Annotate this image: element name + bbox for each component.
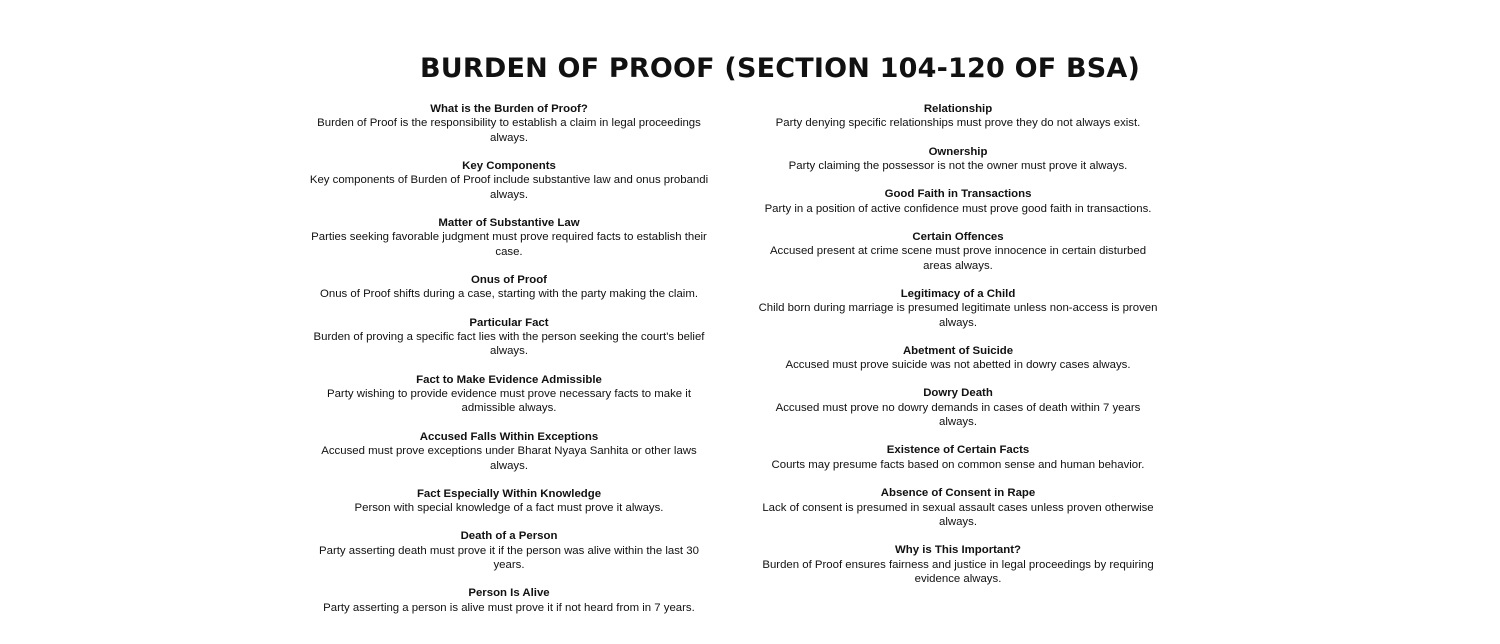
item-heading: Death of a Person — [460, 530, 558, 543]
item-heading: Why is This Important? — [895, 544, 1021, 557]
list-item — [758, 145, 1158, 174]
list-item — [758, 486, 1158, 529]
list-item — [758, 344, 1158, 373]
item-heading: Legitimacy of a Child — [900, 287, 1016, 300]
item-text: Party claiming the possessor is not the owner must prove it always. — [788, 160, 1128, 173]
item-text: Burden of proving a specific fact lies with the person seeking the court's belief always. — [313, 331, 705, 358]
right-column — [758, 102, 1158, 600]
list-item — [303, 216, 715, 259]
list-item — [758, 543, 1158, 586]
list-item — [303, 159, 715, 202]
item-text: Burden of Proof is the responsibility to establish a claim in legal proceedings always. — [317, 117, 701, 144]
list-item — [758, 386, 1158, 429]
list-item — [303, 102, 715, 145]
list-item — [303, 316, 715, 359]
item-heading: Key Components — [462, 160, 556, 173]
item-heading: Relationship — [923, 103, 993, 115]
item-heading: Certain Offences — [912, 230, 1004, 243]
list-item — [303, 373, 715, 416]
item-text: Party in a position of active confidence must prove good faith in transactions. — [764, 202, 1152, 215]
left-column — [303, 102, 715, 629]
page-title: BURDEN OF PROOF (SECTION 104-120 OF BSA) — [419, 53, 1141, 84]
item-text: Lack of consent is presumed in sexual assault cases unless proven otherwise always. — [762, 501, 1154, 528]
list-item — [758, 187, 1158, 216]
item-text: Accused must prove exceptions under Bharat Nyaya Sanhita or other laws always. — [321, 445, 697, 472]
item-heading: Dowry Death — [923, 387, 993, 400]
item-heading: Good Faith in Transactions — [884, 188, 1032, 201]
item-heading: Accused Falls Within Exceptions — [419, 430, 599, 443]
item-heading: Person Is Alive — [468, 587, 550, 600]
item-heading: Matter of Substantive Law — [438, 217, 580, 230]
list-item — [303, 430, 715, 473]
item-heading: Onus of Proof — [471, 274, 547, 287]
list-item — [758, 230, 1158, 273]
list-item — [303, 529, 715, 572]
item-text: Burden of Proof ensures fairness and justice in legal proceedings by requiring evidence always. — [762, 558, 1154, 585]
list-item — [758, 443, 1158, 472]
item-text: Party asserting a person is alive must prove it if not heard from in 7 years. — [323, 601, 695, 614]
item-text: Party wishing to provide evidence must prove necessary facts to make it admissible always. — [326, 388, 692, 415]
list-item — [758, 287, 1158, 330]
item-text: Party denying specific relationships must prove they do not always exist. — [775, 117, 1141, 130]
item-heading: Ownership — [928, 145, 988, 158]
item-heading: Particular Fact — [469, 316, 549, 329]
item-text: Accused must prove no dowry demands in cases of death within 7 years always. — [775, 401, 1141, 429]
item-heading: Abetment of Suicide — [902, 344, 1014, 357]
item-heading: Existence of Certain Facts — [886, 444, 1030, 457]
item-heading: Fact to Make Evidence Admissible — [416, 373, 602, 386]
item-text: Courts may presume facts based on common sense and human behavior. — [771, 458, 1145, 471]
list-item — [303, 273, 715, 302]
item-text: Onus of Proof shifts during a case, starting with the party making the claim. — [320, 288, 698, 301]
item-text: Parties seeking favorable judgment must prove required facts to establish their case. — [311, 231, 707, 258]
item-text: Accused present at crime scene must prove innocence in certain disturbed areas always. — [769, 245, 1147, 272]
item-text: Child born during marriage is presumed legitimate unless non-access is proven always. — [758, 302, 1158, 329]
item-text: Accused must prove suicide was not abetted in dowry cases always. — [785, 359, 1131, 372]
item-text: Person with special knowledge of a fact must prove it always. — [354, 502, 664, 515]
item-text: Key components of Burden of Proof include substantive law and onus probandi always. — [309, 174, 709, 201]
item-heading: Absence of Consent in Rape — [880, 487, 1036, 500]
list-item — [758, 102, 1158, 131]
list-item — [303, 487, 715, 516]
item-text: Party asserting death must prove it if the person was alive within the last 30 years. — [319, 544, 699, 572]
list-item — [303, 586, 715, 615]
item-heading: Fact Especially Within Knowledge — [416, 487, 602, 500]
item-heading: What is the Burden of Proof? — [430, 103, 588, 115]
